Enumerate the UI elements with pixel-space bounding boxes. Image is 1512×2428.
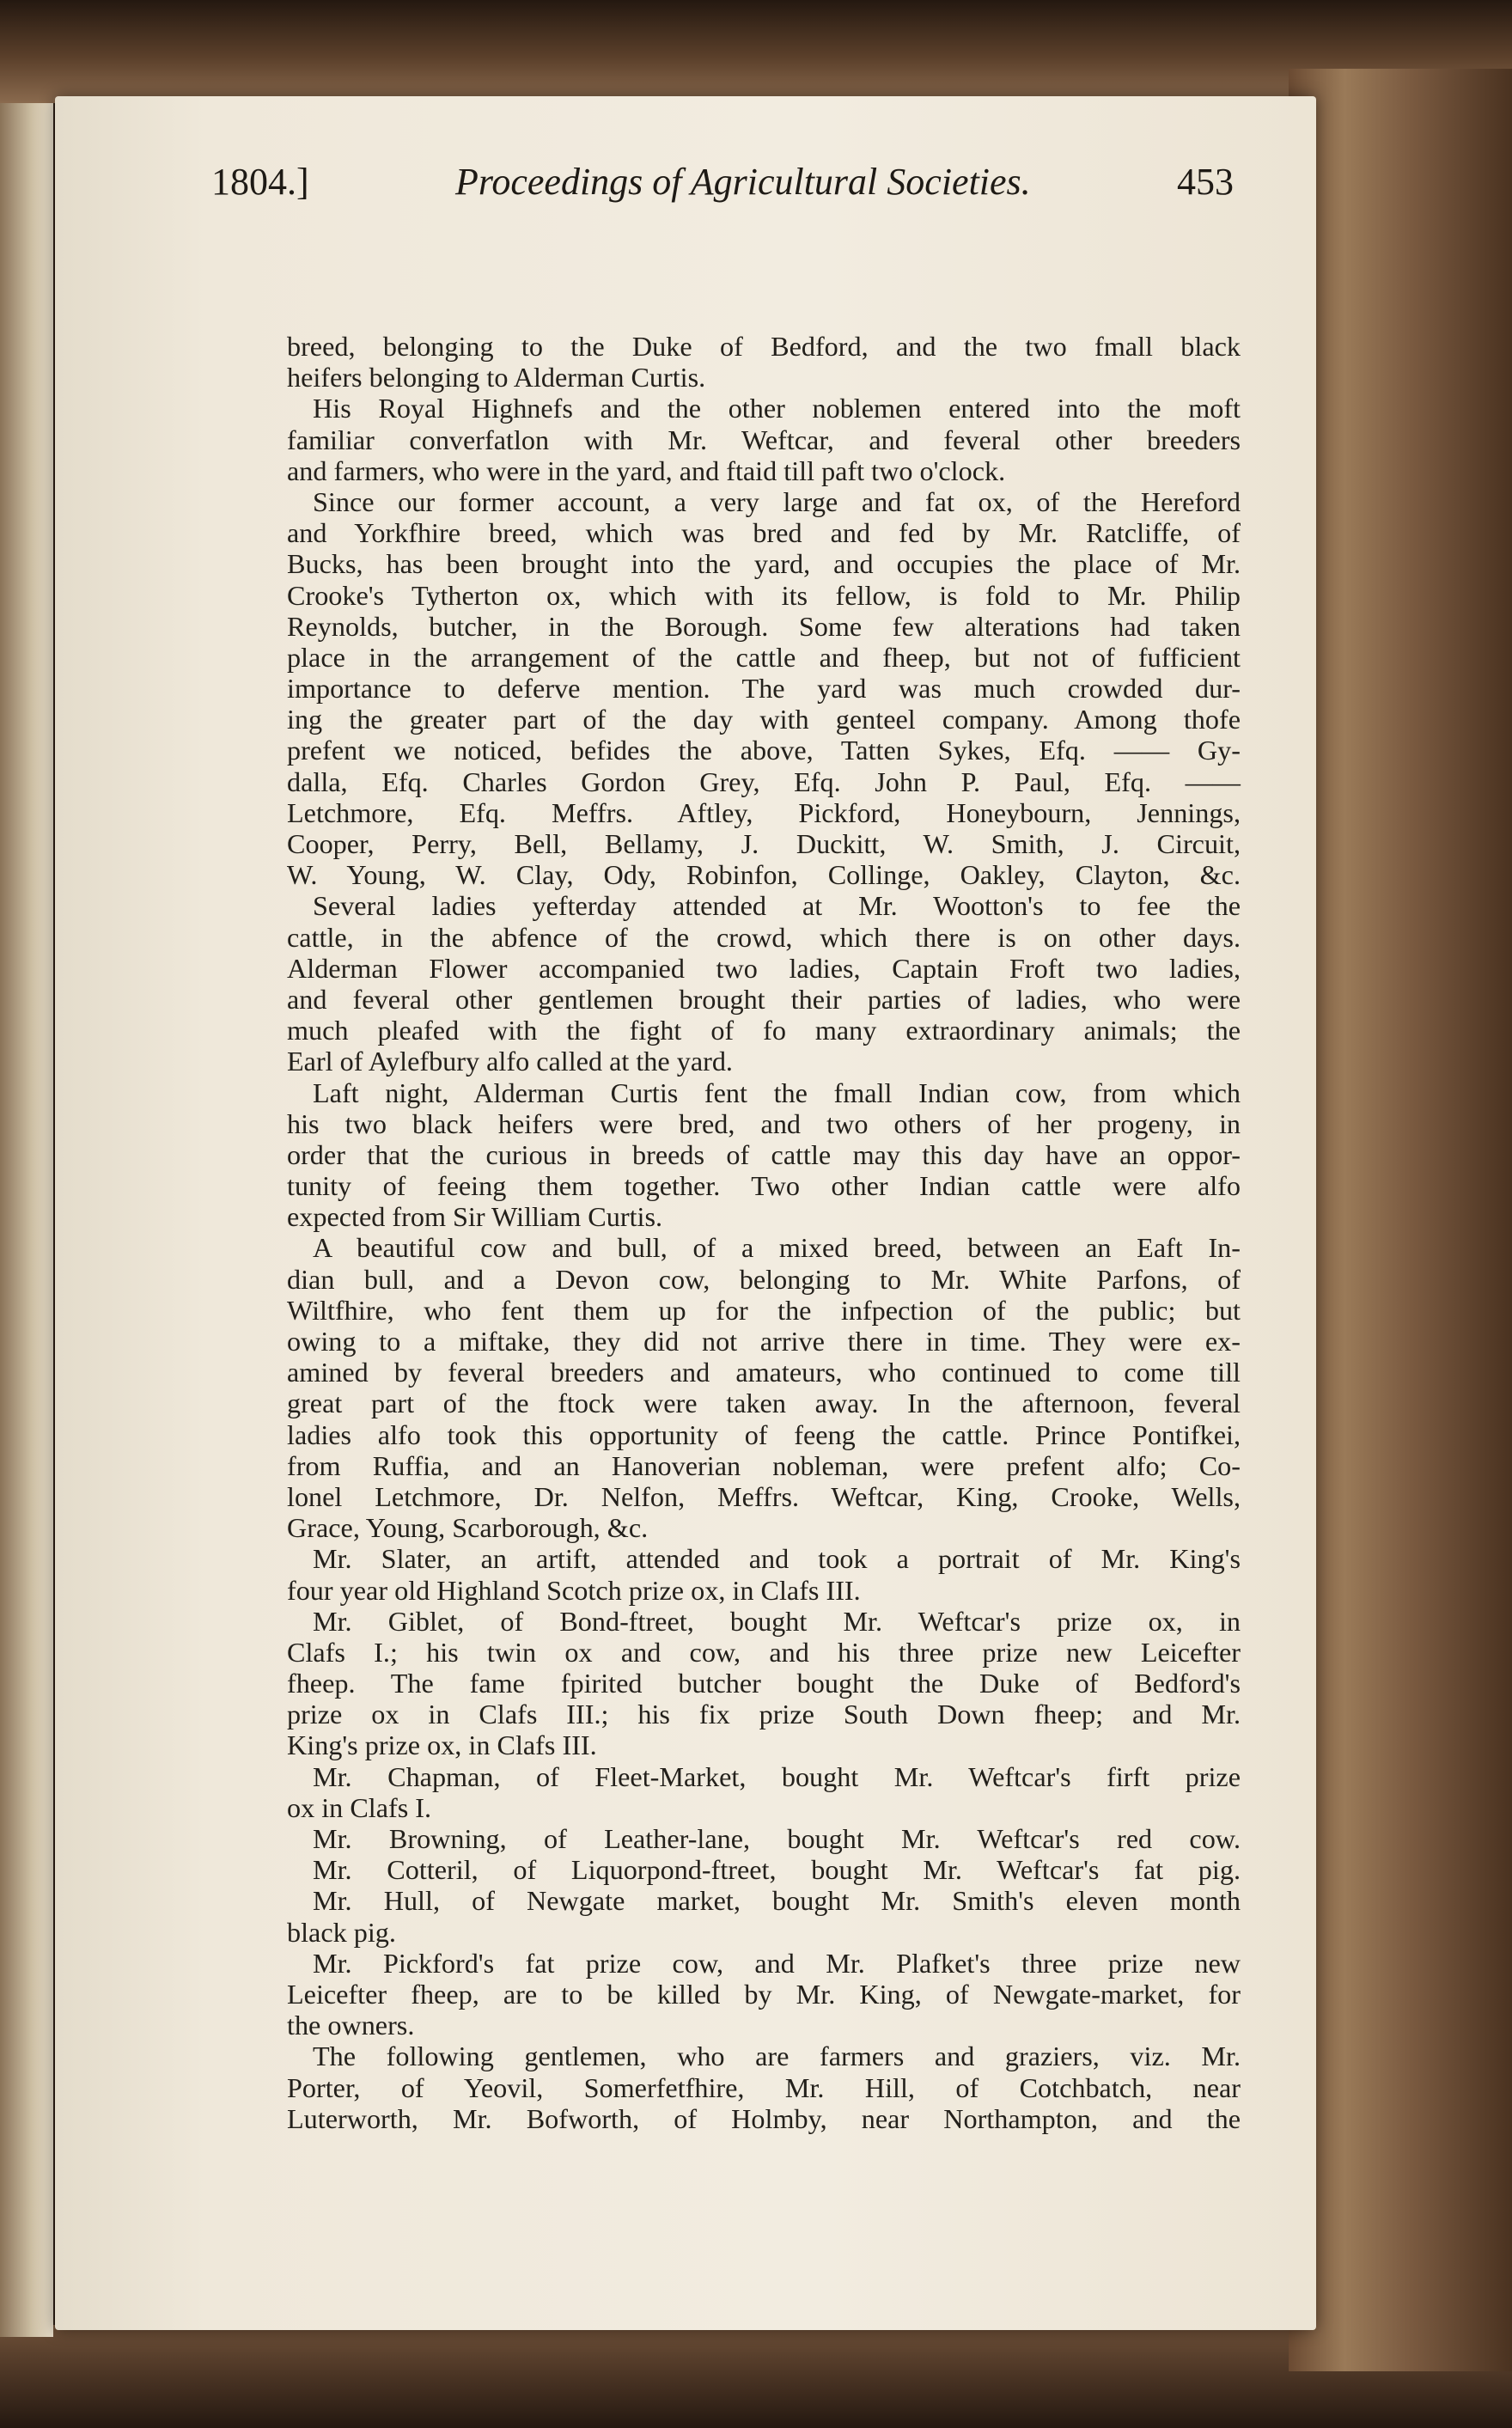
text-line: amined by feveral breeders and amateurs, who continued to come till [287,1357,1241,1388]
text-line: cattle, in the abfence of the crowd, which there is on other days. [287,921,1241,953]
text-line: The following gentlemen, who are farmers and graziers, viz. Mr. [313,2041,1241,2072]
text-line: lonel Letchmore, Dr. Nelfon, Meffrs. Weftcar, King, Crooke, Wells, [287,1480,1241,1512]
text-line: Laft night, Alderman Curtis fent the fmall Indian cow, from which [313,1077,1241,1108]
text-line: Alderman Flower accompanied two ladies, Captain Froft two ladies, [287,952,1241,984]
text-line: Since our former account, a very large and fat ox, of the Hereford [313,485,1241,517]
text-line: dian bull, and a Devon cow, belonging to Mr. White Parfons, of [287,1263,1241,1295]
text-line: ox in Clafs I. [287,1791,432,1823]
text-line: fheep. The fame fpirited butcher bought the Duke of Bedford's [287,1668,1241,1699]
body-text [287,331,1241,2134]
header-year: 1804.] [211,161,309,203]
text-line: and feveral other gentlemen brought their parties of ladies, who were [287,983,1241,1015]
text-line: Several ladies yefterday attended at Mr. Wootton's to fee the [313,890,1241,922]
text-line: place in the arrangement of the cattle and fheep, but not of fufficient [287,641,1241,673]
text-line: Leicefter fheep, are to be killed by Mr. King, of Newgate-market, for [287,1978,1241,2010]
text-line: his two black heifers were bred, and two others of her progeny, in [287,1107,1241,1139]
text-line: ladies alfo took this opportunity of feeng the cattle. Prince Pontifkei, [287,1418,1241,1450]
text-line: Mr. Slater, an artift, attended and took a portrait of Mr. King's [313,1543,1241,1575]
text-line: W. Young, W. Clay, Ody, Robinfon, Collinge, Oakley, Clayton, &c. [287,859,1241,891]
text-line: Cooper, Perry, Bell, Bellamy, J. Duckitt, W. Smith, J. Circuit, [287,828,1241,859]
text-line: great part of the ftock were taken away. In the afternoon, feveral [287,1388,1241,1419]
text-line: Bucks, has been brought into the yard, and occupies the place of Mr. [287,548,1241,580]
text-line: expected from Sir William Curtis. [287,1201,663,1233]
text-line: heifers belonging to Alderman Curtis. [287,362,706,393]
text-line: ing the greater part of the day with genteel company. Among thofe [287,704,1241,735]
text-line: prefent we noticed, befides the above, Tatten Sykes, Efq. —— Gy- [287,735,1241,766]
text-line: Luterworth, Mr. Bofworth, of Holmby, near Northampton, and the [287,2102,1241,2134]
text-line: King's prize ox, in Clafs III. [287,1729,597,1761]
text-line: Mr. Pickford's fat prize cow, and Mr. Plafket's three prize new [313,1947,1241,1979]
text-line: Mr. Chapman, of Fleet-Market, bought Mr. Weftcar's firft prize [313,1760,1241,1792]
text-line: Grace, Young, Scarborough, &c. [287,1512,649,1544]
text-line: order that the curious in breeds of cattle may this day have an oppor- [287,1138,1241,1170]
text-line: Mr. Hull, of Newgate market, bought Mr. Smith's eleven month [313,1885,1241,1917]
text-line: tunity of feeing them together. Two other Indian cattle were alfo [287,1170,1241,1202]
text-line: breed, belonging to the Duke of Bedford, and the two fmall black [287,331,1241,362]
book-top-edge [0,0,1512,103]
text-line: His Royal Highnefs and the other noblemen entered into the moft [313,393,1241,424]
text-line: black pig. [287,1916,396,1948]
text-line: and Yorkfhire breed, which was bred and fed by Mr. Ratcliffe, of [287,517,1241,549]
text-line: importance to deferve mention. The yard was much crowded dur- [287,673,1241,705]
text-line: A beautiful cow and bull, of a mixed breed, between an Eaft In- [313,1232,1241,1264]
text-line: four year old Highland Scotch prize ox, in Clafs III. [287,1574,861,1606]
text-line: Porter, of Yeovil, Somerfetfhire, Mr. Hill, of Cotchbatch, near [287,2071,1241,2103]
book-bottom-edge [0,2325,1512,2428]
text-line: prize ox in Clafs III.; his fix prize South Down fheep; and Mr. [287,1699,1241,1730]
running-header [211,160,1234,229]
text-line: Letchmore, Efq. Meffrs. Aftley, Pickford, Honeybourn, Jennings, [287,796,1241,828]
text-line: Clafs I.; his twin ox and cow, and his three prize new Leicefter [287,1636,1241,1668]
page-number: 453 [1177,161,1234,203]
text-line: Crooke's Tytherton ox, which with its fellow, is fold to Mr. Philip [287,579,1241,611]
text-line: Wiltfhire, who fent them up for the infpection of the public; but [287,1294,1241,1326]
text-line: the owners. [287,2010,415,2041]
text-line: Earl of Aylefbury alfo called at the yard. [287,1046,733,1077]
text-line: dalla, Efq. Charles Gordon Grey, Efq. John P. Paul, Efq. —— [287,766,1241,797]
text-line: Mr. Giblet, of Bond-ftreet, bought Mr. Weftcar's prize ox, in [313,1605,1241,1637]
left-page-edge [0,103,53,2337]
book-cover-edge [1289,69,1512,2371]
text-line: and farmers, who were in the yard, and ftaid till paft two o'clock. [287,454,1006,486]
text-line: owing to a miftake, they did not arrive there in time. They were ex- [287,1326,1241,1357]
text-line: Reynolds, butcher, in the Borough. Some few alterations had taken [287,610,1241,642]
header-title: Proceedings of Agricultural Societies. [455,161,1031,203]
text-line: Mr. Cotteril, of Liquorpond-ftreet, bought Mr. Weftcar's fat pig. [313,1854,1241,1886]
text-line: much pleafed with the fight of fo many extraordinary animals; the [287,1015,1241,1046]
text-line: Mr. Browning, of Leather-lane, bought Mr. Weftcar's red cow. [313,1823,1241,1854]
text-line: familiar converfatlon with Mr. Weftcar, and feveral other breeders [287,424,1241,455]
text-line: from Ruffia, and an Hanoverian nobleman, were prefent alfo; Co- [287,1449,1241,1481]
